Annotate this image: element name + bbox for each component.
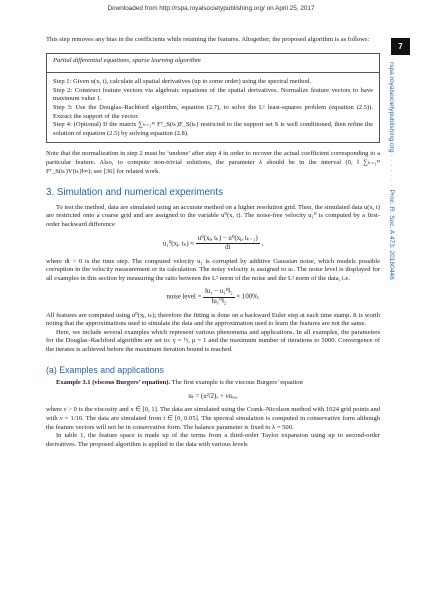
eq3-rhs: (u²/2)ₓ + νuₓₓ, [201,392,238,400]
eq1-numerator: u⁰(xⱼ, tₖ) − u⁰(xⱼ, tₖ₋₁) [196,235,260,245]
equation-burgers [46,393,380,402]
example-3-1-intro [46,379,380,388]
example-label: Example 3.1 (viscous Burgers’ equation). [56,379,171,387]
section-3-para-2: where dt > 0 is the time step. The computed velocity u₁ is corrupted by additive Gaussian noise, which models possible corruption in the velocity measurement or its calculation. The noisy velocity is assigned to uₜ. The noise level is displayed for all examples in this section by measuring the ratio between the L² norm of the noise and the L² norm of the data, i.e. [46,257,380,282]
algorithm-step-3: Step 3: Use the Douglas–Rachford algorithm, equation (2.7), to solve the L¹ least-squares problem (equation (2.5)). Extract the support of the vector. [53,103,373,120]
download-line: Downloaded from http://rspa.royalsocietypublishing.org/ on April 25, 2017 [107,5,315,12]
section-3-para-4: Here, we include several examples which represent various phenomena and applications. In all examples, the parameters for the Douglas–Rachford algorithm are set to: γ = ½, μ = 1 and the maximum number of iterations to 5000. Convergence of the iterates is achieved before the maximum iteration bound is reached. [46,328,380,354]
side-journal-bar [388,62,395,280]
box-divider [47,72,379,73]
equation-backward-difference [46,235,380,253]
normalization-note: Note that the normalization in step 2 must be ‘undone’ after step 4 in order to recover the actual coefficient corresponding to a particular feature. Also, to compute non-trivial solutions, the parameter λ should be in the interval (0, ‖ ∑ₖ₌₁ᴹ Fᵀ_S(tₖ)V(tₖ)‖∞); see [36] for related work. [46,150,380,175]
page-number: 7 [391,38,410,55]
subsection-a-heading: (a) Examples and applications [46,364,164,375]
section-a-para-1: where ν > 0 is the viscosity and x ∈ [0, 1]. The data are simulated using the Crank–Nicolson method with 1024 grid points and with ν = 1/10. The data are simulated from t ∈ [0, 0.05]. The spectral simulation is computed in conservative form although the feature vectors will not be in conservative form. The balance parameter is fixed to λ = 500. [46,406,380,431]
algorithm-step-1: Step 1: Given u(x, t), calculate all spatial derivatives (up to some order) using the spectral method. [53,78,311,86]
equation-noise-level [46,288,380,306]
section-3-para-1: To test the method, data are simulated using an accurate method on a higher resolution grid. Then, the simulated data u(x, t) are restricted onto a coarse grid and are assigned to the variable u⁰(x, t). The noise-free velocity u₁⁰ is computed by a first-order backward difference [46,203,380,228]
page-body [46,36,380,449]
side-citation: Proc. R. Soc. A 473: 20160446 [388,189,395,280]
eq1-tail: , [261,240,264,248]
intro-paragraph: This step removes any bias in the coefficients while retaining the features. Altogether, the proposed algorithm is as follows: [46,36,370,43]
eq2-tail: × 100%. [236,294,260,302]
section-3-para-3: All features are computed using u⁰(xⱼ, tₖ); therefore the fitting is done on a backward Euler step at each time stamp. It is worth noting that the approximations used to simulate the data and the approximation used to learn the features are not the same. [46,311,380,328]
side-journal-link[interactable]: rspa.royalsocietypublishing.org [388,62,395,153]
eq1-denominator: dt [225,244,231,252]
algorithm-step-2: Step 2: Construct feature vectors via algebraic equations of the spatial derivatives. Normalize feature vectors to have maximum value 1. [53,86,373,103]
algorithm-box [46,53,380,144]
section-a-para-2: In table 1, the feature space is made up of the terms from a third-order Taylor expansion using up to second-order derivatives. The proposed algorithm is applied to the data with various levels [46,432,380,448]
eq2-denominator: ‖u₁⁰‖₂ [211,298,227,306]
eq2-fraction [203,288,235,306]
section-3-heading: 3. Simulation and numerical experiments [46,187,223,199]
example-text: The first example is the viscous Burgers’ equation [170,379,303,387]
eq2-lhs: noise level = [166,294,202,302]
algorithm-step-4: Step 4: (Optional) If the matrix ∑ₖ₌₁ᴹ Fᵀ_S(tₖ)F_S(tₖ) restricted to the support set S is well conditioned, then refine the solution of equation (2.5) by solving equation (2.8). [53,121,373,137]
eq1-fraction [196,235,260,253]
eq3-lhs: uₜ = [188,392,200,400]
eq2-numerator: ‖u₁ − u₁⁰‖₂ [203,288,235,298]
algorithm-title: Partial differential equations, sparse learning algorithm [53,56,201,64]
side-dots: · · · · · · · [388,154,395,190]
eq1-lhs: u₁⁰(xⱼ, tₖ) ≈ [162,240,195,248]
